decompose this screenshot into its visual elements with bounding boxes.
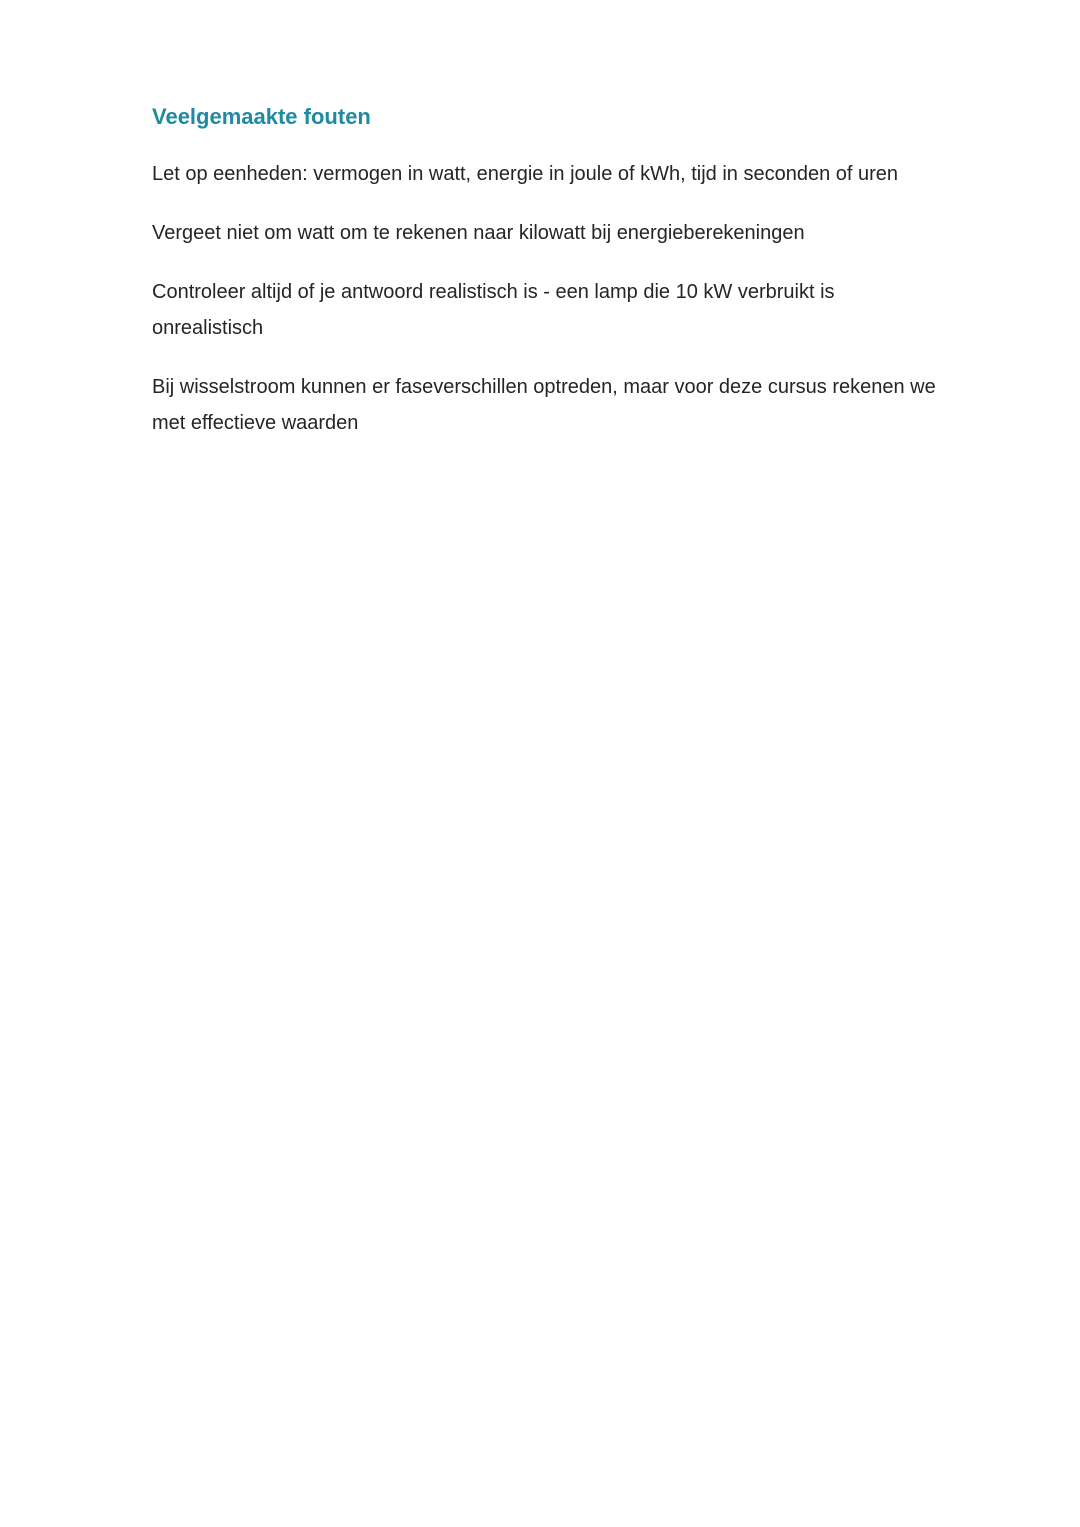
document-content bbox=[152, 103, 948, 464]
paragraph-realistic-check: Controleer altijd of je antwoord realistisch is - een lamp die 10 kW verbruikt is onrealistisch bbox=[152, 281, 835, 339]
section-heading: Veelgemaakte fouten bbox=[152, 104, 371, 129]
paragraph-watt-kilowatt: Vergeet niet om watt om te rekenen naar kilowatt bij energieberekeningen bbox=[152, 222, 805, 244]
paragraph-units-warning: Let op eenheden: vermogen in watt, energie in joule of kWh, tijd in seconden of uren bbox=[152, 163, 899, 185]
paragraph-ac-phase: Bij wisselstroom kunnen er faseverschillen optreden, maar voor deze cursus rekenen we met effectieve waarden bbox=[152, 376, 936, 434]
